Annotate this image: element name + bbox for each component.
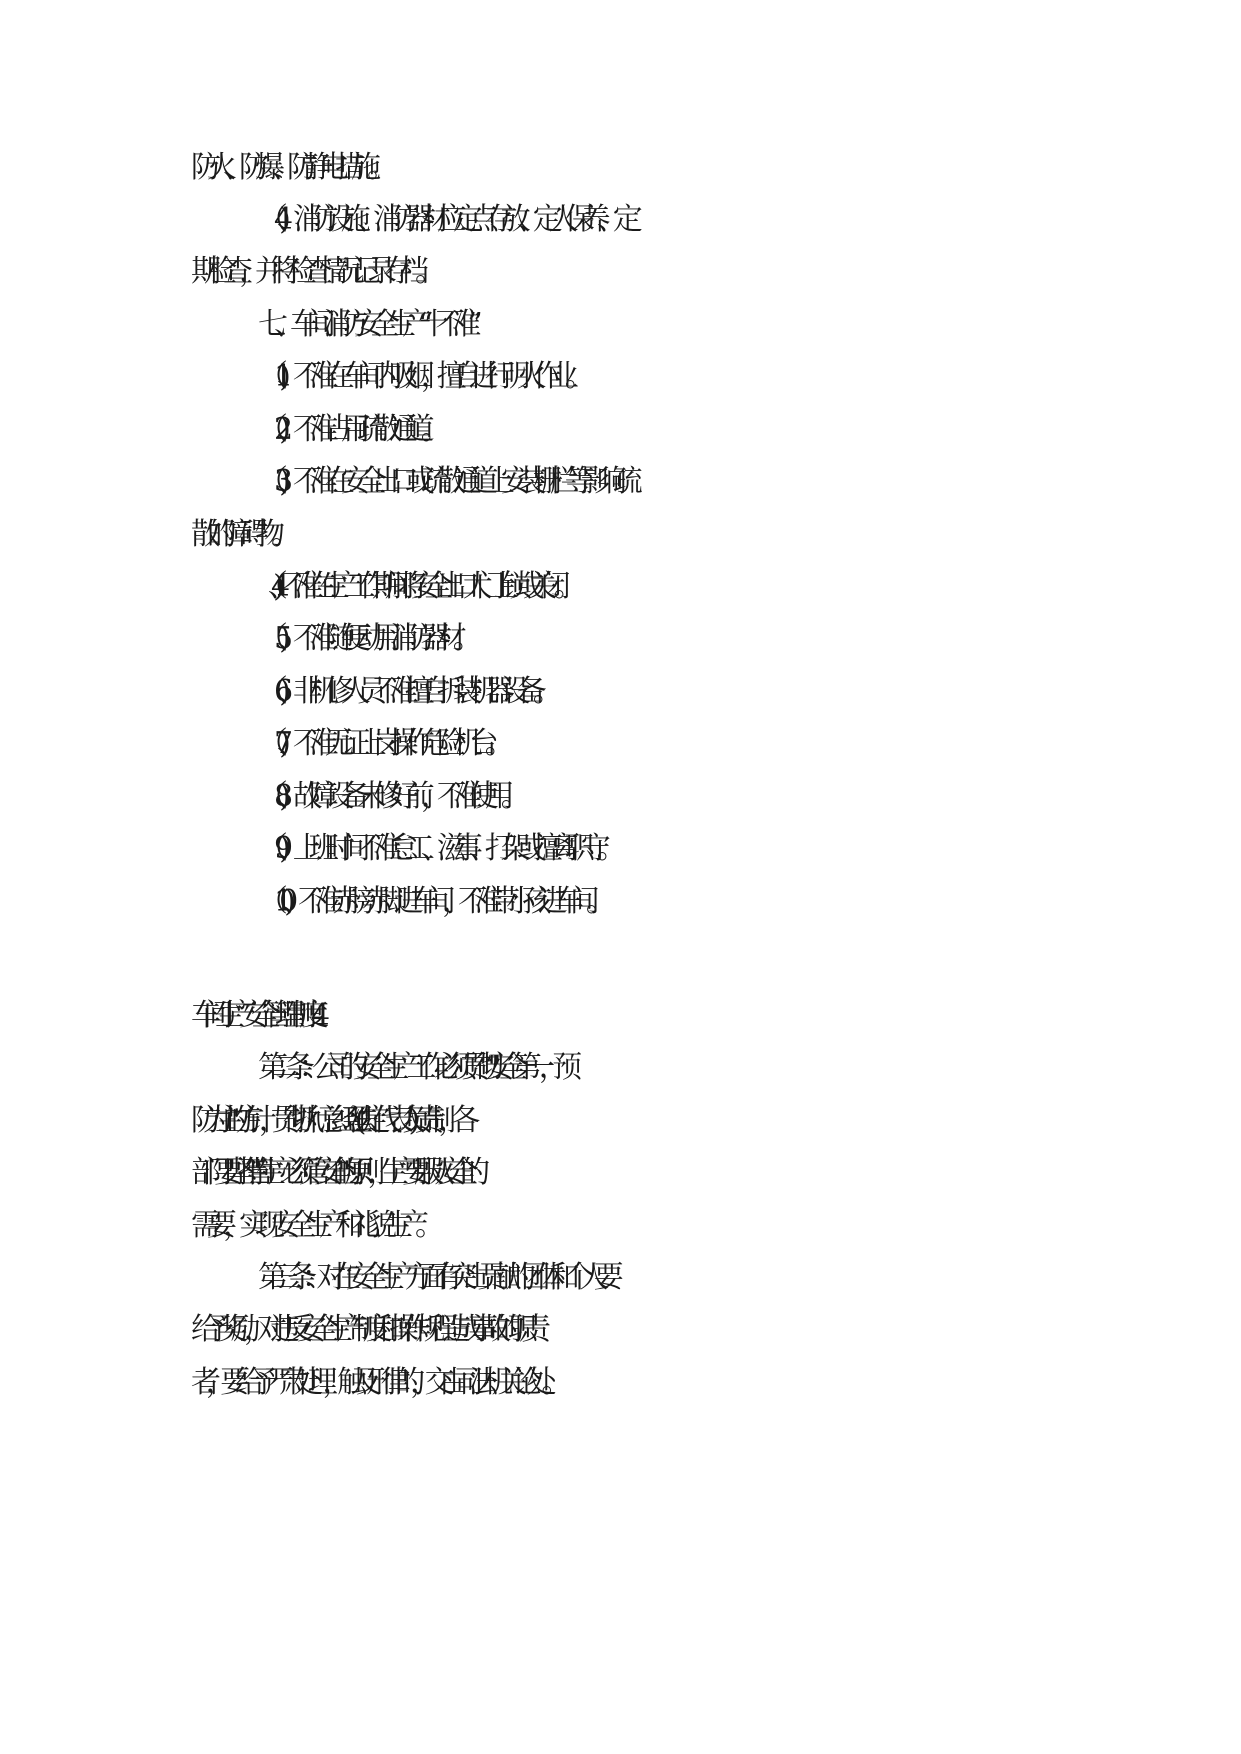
text-line: 七、车间消防安全生产“十不准”: [258, 307, 469, 342]
text-line: （9)、上班时间不准怠工、滋事、打架或擅离职守。: [258, 831, 613, 866]
text-line: 第三条：对在安全生产方面有突出贡献的团体和个人要: [258, 1260, 609, 1295]
text-line: 部门要坚持"管生产必须管安全"的原则，生产要服从安全的: [191, 1155, 472, 1190]
text-line: （3)、不准在安全出口或疏散通道上安装栅栏等影响疏: [258, 464, 629, 499]
text-line: （5)、不准随便动用消防器材。: [258, 621, 469, 656]
text-line: （10)、不准赤膀赤脚进车间，不准带小孩进车间。: [258, 884, 602, 919]
text-line: （1)、不准在车间内吸烟，擅自进行明火作业。: [258, 359, 581, 394]
text-line: 期检查，并将检查情况记录存档。: [191, 254, 431, 289]
text-line: （8)、故障设备未修好前，不准使用。: [258, 779, 517, 814]
text-line: （4)、消防设施、消防器材应定点存放、定人保养、定: [258, 202, 629, 237]
text-line: 给予奖励，对违反安全生产制度和操作规程造成事故的职责: [191, 1312, 535, 1347]
text-line: 者，要给予严肃处理，触及刑律的，交由司法机关论处。: [191, 1365, 556, 1400]
text-line: （6)、非机修人员不准擅自拆装机器设备。: [258, 674, 549, 709]
section-heading: 车间生产安全管理制度4: [191, 998, 313, 1033]
text-line: 防火、防爆、防静电措施。: [191, 150, 383, 185]
text-line: 散的障碍物。: [191, 517, 287, 552]
text-line: 防为主"的方针，贯彻执行总经理(法定代表人)负责制，各: [191, 1103, 463, 1138]
text-line: （4)、不准在生产工作期间将安全出口大门上锁或关闭。: [258, 569, 567, 604]
text-line: 第二条：公司的安全生产工作必须贯彻"安全第一，预: [258, 1050, 566, 1085]
text-line: （2)、不准占用疏散通道。: [258, 412, 437, 447]
text-line: （7)、不准无证上岗操作危险机台。: [258, 726, 501, 761]
text-line: 需要，实现安全生产和礼貌生产。: [191, 1208, 431, 1243]
